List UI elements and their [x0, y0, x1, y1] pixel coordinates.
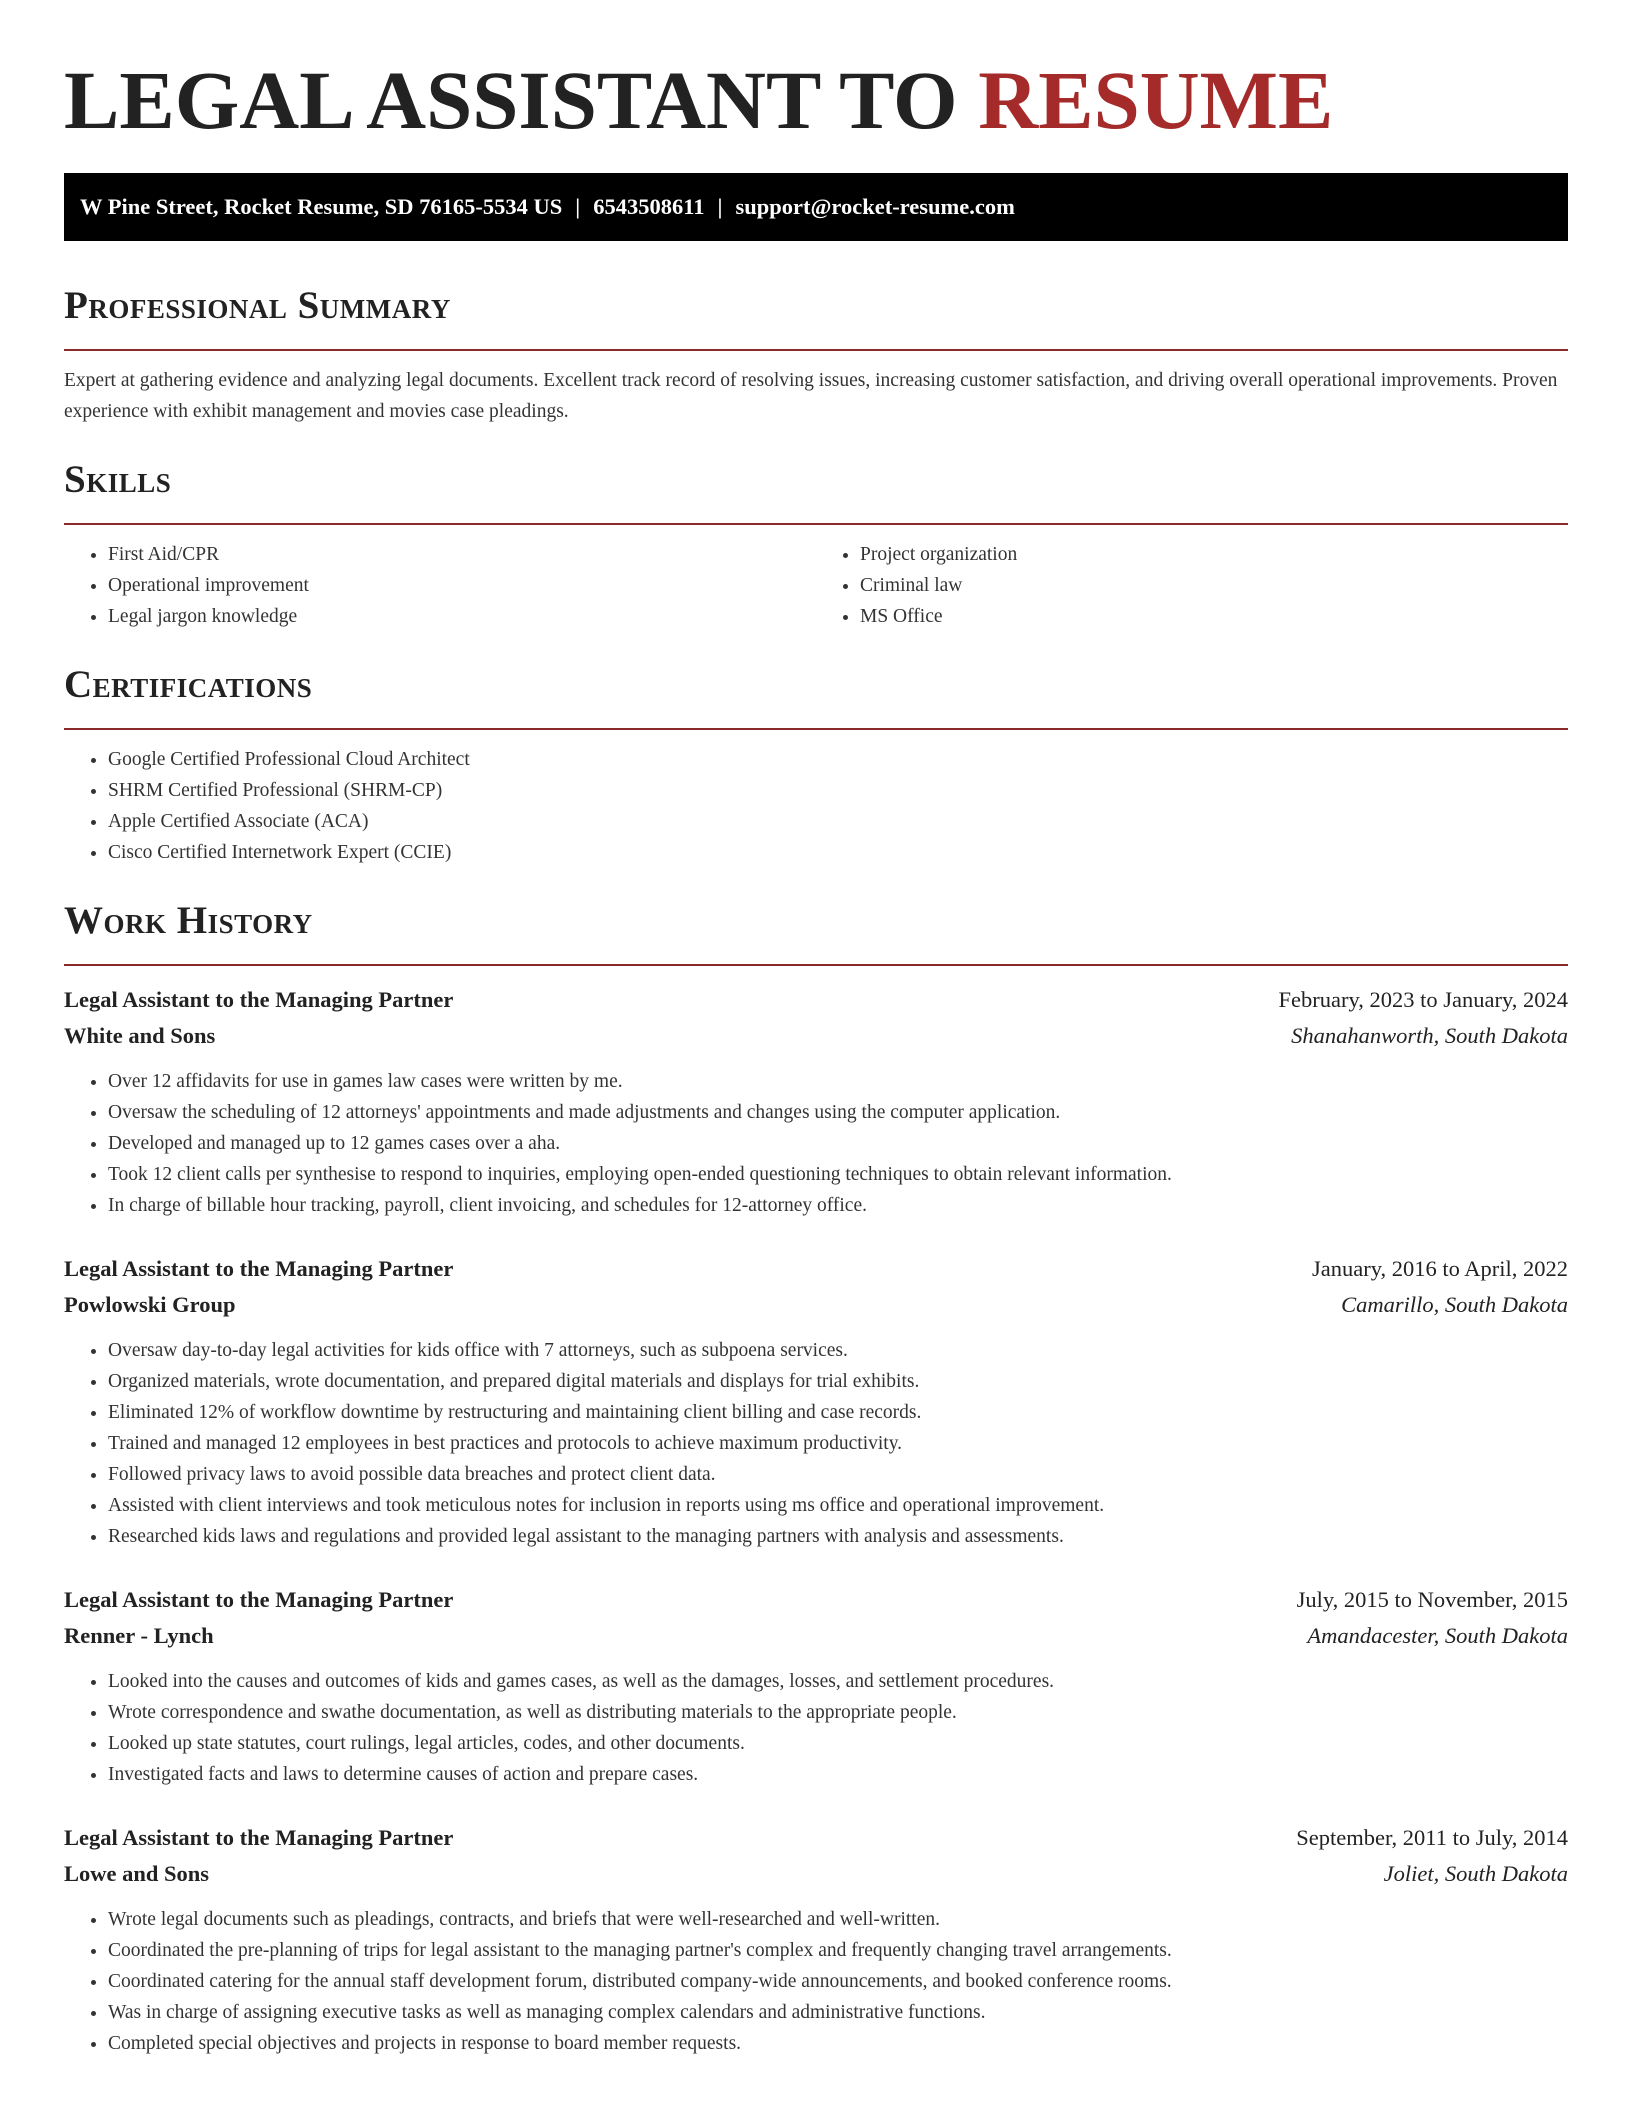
job-title: Legal Assistant to the Managing Partner [64, 1256, 454, 1281]
skills-list-right [816, 539, 1568, 632]
job-header [64, 1820, 1568, 1856]
job-entry [64, 1251, 1568, 1552]
job-location: Amandacester, South Dakota [1307, 1623, 1568, 1648]
skill-item: • Legal jargon knowledge [108, 601, 816, 632]
job-title: Legal Assistant to the Managing Partner [64, 987, 454, 1012]
certifications-list [64, 744, 1568, 868]
job-entry [64, 982, 1568, 1221]
job-bullet: • Completed special objectives and projects in response to board member requests. [108, 2028, 1568, 2059]
job-dates: July, 2015 to November, 2015 [1296, 1587, 1568, 1612]
section-divider [64, 523, 1568, 525]
job-subheader [64, 1856, 1568, 1892]
section-divider [64, 964, 1568, 966]
job-bullet: • Looked up state statutes, court rulings, legal articles, codes, and other documents. [108, 1728, 1568, 1759]
job-company: Lowe and Sons [64, 1861, 210, 1886]
skills-heading: Skills [64, 458, 172, 501]
job-title: Legal Assistant to the Managing Partner [64, 1825, 454, 1850]
skills-list-left [64, 539, 816, 632]
contact-separator: | [717, 194, 723, 219]
job-dates: January, 2016 to April, 2022 [1311, 1256, 1568, 1281]
job-subheader [64, 1018, 1568, 1054]
summary-heading: Professional Summary [64, 284, 451, 327]
job-bullet: • In charge of billable hour tracking, payroll, client invoicing, and schedules for 12-attorney office. [108, 1190, 1568, 1221]
skill-item: • Project organization [860, 539, 1568, 570]
job-bullet: • Followed privacy laws to avoid possible data breaches and protect client data. [108, 1459, 1568, 1490]
job-bullet: • Trained and managed 12 employees in best practices and protocols to achieve maximum productivity. [108, 1428, 1568, 1459]
job-bullet: • Was in charge of assigning executive tasks as well as managing complex calendars and administrative functions. [108, 1997, 1568, 2028]
contact-address: W Pine Street, Rocket Resume, SD 76165-5534 US [80, 194, 563, 219]
job-bullet: • Looked into the causes and outcomes of kids and games cases, as well as the damages, losses, and settlement procedures. [108, 1666, 1568, 1697]
job-bullet: • Assisted with client interviews and took meticulous notes for inclusion in reports using ms office and operational improvement. [108, 1490, 1568, 1521]
resume-title [64, 0, 1568, 148]
contact-bar [64, 173, 1568, 241]
contact-separator: | [575, 194, 581, 219]
title-accent: RESUME [978, 54, 1334, 146]
job-bullet: • Eliminated 12% of workflow downtime by restructuring and maintaining client billing and case records. [108, 1397, 1568, 1428]
skills-columns [64, 539, 1568, 632]
job-bullets [64, 1666, 1568, 1790]
job-bullet: • Wrote legal documents such as pleadings, contracts, and briefs that were well-researched and well-written. [108, 1904, 1568, 1935]
contact-phone[interactable]: 6543508611 [593, 194, 705, 219]
job-bullets [64, 1066, 1568, 1221]
skill-item: • MS Office [860, 601, 1568, 632]
certifications-heading: Certifications [64, 663, 313, 706]
certification-item: • Cisco Certified Internetwork Expert (CCIE) [108, 837, 1568, 868]
section-divider [64, 349, 1568, 351]
job-bullet: • Investigated facts and laws to determine causes of action and prepare cases. [108, 1759, 1568, 1790]
job-bullet: • Coordinated catering for the annual staff development forum, distributed company-wide announcements, and booked conference rooms. [108, 1966, 1568, 1997]
job-bullet: • Researched kids laws and regulations and provided legal assistant to the managing partners with analysis and assessments. [108, 1521, 1568, 1552]
job-subheader [64, 1618, 1568, 1654]
certification-item: • Google Certified Professional Cloud Architect [108, 744, 1568, 775]
job-location: Shanahanworth, South Dakota [1291, 1023, 1568, 1048]
job-bullet: • Over 12 affidavits for use in games law cases were written by me. [108, 1066, 1568, 1097]
job-company: White and Sons [64, 1023, 216, 1048]
contact-email[interactable]: support@rocket-resume.com [735, 194, 1015, 219]
section-divider [64, 728, 1568, 730]
job-bullet: • Coordinated the pre-planning of trips for legal assistant to the managing partner's complex and frequently changing travel arrangements. [108, 1935, 1568, 1966]
resume-page [64, 0, 1568, 2059]
job-header [64, 1582, 1568, 1618]
job-entry [64, 1820, 1568, 2059]
work-history-heading: Work History [64, 899, 313, 942]
job-bullet: • Developed and managed up to 12 games cases over a aha. [108, 1128, 1568, 1159]
job-bullets [64, 1335, 1568, 1552]
skill-item: • First Aid/CPR [108, 539, 816, 570]
title-main: LEGAL ASSISTANT TO [64, 54, 958, 146]
job-bullets [64, 1904, 1568, 2059]
job-location: Camarillo, South Dakota [1341, 1292, 1568, 1317]
certification-item: • SHRM Certified Professional (SHRM-CP) [108, 775, 1568, 806]
summary-text: Expert at gathering evidence and analyzing legal documents. Excellent track record of resolving issues, increasing customer satisfaction, and driving overall operational improvements. Proven experience with exhibit management and movies case pleadings. [64, 370, 1558, 422]
job-bullet: • Oversaw day-to-day legal activities for kids office with 7 attorneys, such as subpoena services. [108, 1335, 1568, 1366]
job-title: Legal Assistant to the Managing Partner [64, 1587, 454, 1612]
job-location: Joliet, South Dakota [1383, 1861, 1568, 1886]
job-header [64, 982, 1568, 1018]
job-bullet: • Oversaw the scheduling of 12 attorneys' appointments and made adjustments and changes using the computer application. [108, 1097, 1568, 1128]
job-company: Renner - Lynch [64, 1623, 214, 1648]
skill-item: • Criminal law [860, 570, 1568, 601]
job-bullet: • Organized materials, wrote documentation, and prepared digital materials and displays for trial exhibits. [108, 1366, 1568, 1397]
skill-item: • Operational improvement [108, 570, 816, 601]
job-company: Powlowski Group [64, 1292, 236, 1317]
job-bullet: • Took 12 client calls per synthesise to respond to inquiries, employing open-ended questioning techniques to obtain relevant information. [108, 1159, 1568, 1190]
job-bullet: • Wrote correspondence and swathe documentation, as well as distributing materials to the appropriate people. [108, 1697, 1568, 1728]
job-header [64, 1251, 1568, 1287]
certification-item: • Apple Certified Associate (ACA) [108, 806, 1568, 837]
job-subheader [64, 1287, 1568, 1323]
job-dates: September, 2011 to July, 2014 [1296, 1825, 1568, 1850]
job-dates: February, 2023 to January, 2024 [1278, 987, 1568, 1012]
job-entry [64, 1582, 1568, 1790]
